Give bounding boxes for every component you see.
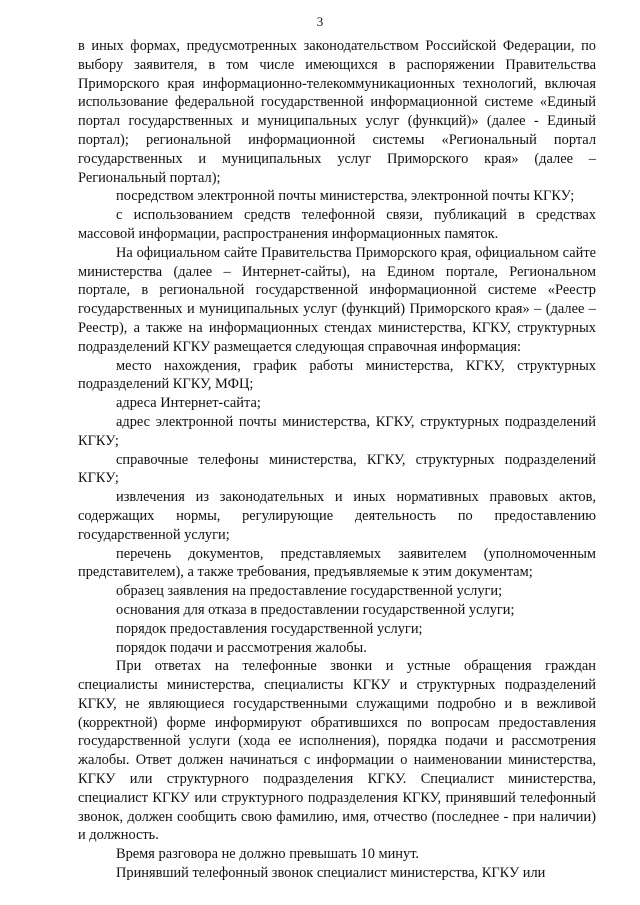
paragraph: справочные телефоны министерства, КГКУ, структурных подразделений КГКУ; bbox=[78, 451, 596, 487]
paragraph: Принявший телефонный звонок специалист министерства, КГКУ или bbox=[116, 865, 546, 882]
paragraph: извлечения из законодательных и иных нормативных правовых актов, содержащих нормы, регулирующие деятельность по предоставлению государственной услуги; bbox=[78, 489, 596, 543]
paragraph: Время разговора не должно превышать 10 минут. bbox=[116, 846, 420, 863]
paragraph: порядок предоставления государственной услуги; bbox=[116, 620, 423, 637]
paragraph: образец заявления на предоставление государственной услуги; bbox=[116, 583, 503, 600]
paragraph: адреса Интернет-сайта; bbox=[116, 395, 261, 412]
paragraph: место нахождения, график работы министерства, КГКУ, структурных подразделений КГКУ, МФЦ; bbox=[78, 357, 596, 393]
paragraph: При ответах на телефонные звонки и устные обращения граждан специалисты министерства, специалисты КГКУ и структурных подразделений КГКУ, не являющиеся государственными служащими подробно и в вежливой (корректной) форме информируют обратившихся по вопросам предоставления государственной услуги (хода ее исполнения), порядка подачи и рассмотрения жалобы. Ответ должен начинаться с информации о наименовании министерства, КГКУ или структурного подразделения КГКУ. Специалист министерства, специалист КГКУ или структурного подразделения КГКУ, принявший телефонный звонок, должен сообщить свою фамилию, имя, отчество (последнее - при наличии) и должность. bbox=[78, 658, 596, 844]
paragraph: порядок подачи и рассмотрения жалобы. bbox=[116, 639, 367, 656]
paragraph: перечень документов, представляемых заявителем (уполномоченным представителем), а также требования, предъявляемые к этим документам; bbox=[78, 545, 596, 581]
paragraph: На официальном сайте Правительства Приморского края, официальном сайте министерства (далее – Интернет-сайты), на Едином портале, Региональном портале, в региональной государственной информационной системе «Реестр государственных и муниципальных услуг (функций) Приморского края» – (далее – Реестр), а также на информационных стендах министерства, КГКУ, структурных подразделений КГКУ размещается следующая справочная информация: bbox=[78, 244, 596, 355]
paragraph: в иных формах, предусмотренных законодательством Российской Федерации, по выбору заявителя, в том числе имеющихся в распоряжении Правительства Приморского края информационно-телекоммуникационных технологий, включая использование федеральной государственной информационной системе «Единый портал государственных и муниципальных услуг (функций)» (далее - Единый портал); региональной информационной системы «Региональный портал государственных и муниципальных услуг Приморского края» (далее – Региональный портал); bbox=[78, 38, 596, 186]
page-number: 3 bbox=[316, 14, 324, 29]
paragraph: основания для отказа в предоставлении государственной услуги; bbox=[116, 601, 515, 618]
document-body bbox=[78, 37, 596, 883]
paragraph: адрес электронной почты министерства, КГКУ, структурных подразделений КГКУ; bbox=[78, 413, 596, 449]
paragraph: с использованием средств телефонной связи, публикаций в средствах массовой информации, распространения информационных памяток. bbox=[78, 207, 596, 242]
paragraph: посредством электронной почты министерства, электронной почты КГКУ; bbox=[116, 188, 575, 205]
